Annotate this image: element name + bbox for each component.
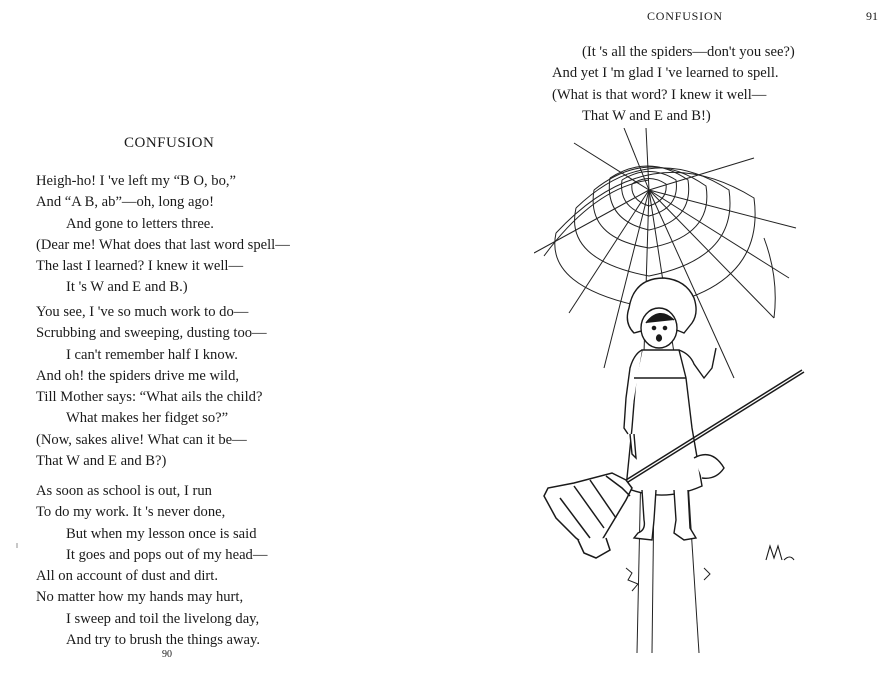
verse-line: I sweep and toil the livelong day, — [66, 610, 260, 627]
verse-line: Scrubbing and sweeping, dusting too— — [36, 325, 267, 342]
verse-line: The last I learned? I knew it well— — [36, 258, 244, 275]
verse-line: To do my work. It 's never done, — [36, 504, 226, 521]
page-number-right: 91 — [866, 9, 878, 23]
verse-line: (Dear me! What does that last word spell— — [36, 236, 290, 253]
verse-line: And “A B, ab”—oh, long ago! — [36, 194, 214, 211]
verse-line: It 's W and E and B.) — [66, 279, 188, 296]
verse-line: And yet I 'm glad I 've learned to spell. — [552, 65, 779, 82]
running-head: CONFUSION — [647, 9, 723, 23]
verse-line: I can't remember half I know. — [66, 346, 238, 363]
stanza-continued — [552, 42, 795, 127]
stanza-3 — [36, 481, 267, 651]
right-page — [444, 0, 889, 678]
verse-line: (It 's all the spiders—don't you see?) — [582, 44, 795, 60]
verse-line: (What is that word? I knew it well— — [552, 86, 767, 103]
illustration-drawing — [534, 128, 844, 658]
verse-line: And try to brush the things away. — [66, 632, 261, 649]
verse-line: Till Mother says: “What ails the child? — [36, 389, 263, 406]
margin-mark — [16, 543, 18, 548]
poem-title: CONFUSION — [124, 135, 215, 151]
verse-line: And oh! the spiders drive me wild, — [36, 367, 240, 384]
verse-line: That W and E and B!) — [582, 107, 711, 124]
left-page — [0, 0, 444, 678]
stanza-1 — [36, 171, 290, 299]
verse-line: That W and E and B?) — [36, 453, 167, 470]
verse-line: All on account of dust and dirt. — [36, 568, 218, 585]
girl-figure — [624, 278, 724, 540]
verse-line: But when my lesson once is said — [66, 525, 257, 542]
artist-signature — [766, 546, 794, 560]
verse-line: And gone to letters three. — [66, 215, 214, 232]
verse-line: No matter how my hands may hurt, — [36, 589, 244, 606]
verse-line: What makes her fidget so?” — [66, 410, 229, 427]
verse-line: You see, I 've so much work to do— — [36, 304, 249, 320]
verse-line: Heigh-ho! I 've left my “B O, bo,” — [36, 173, 236, 189]
stanza-2 — [36, 302, 267, 472]
verse-line: As soon as school is out, I run — [36, 483, 212, 499]
illustration-girl-with-broom — [534, 128, 844, 658]
verse-line: (Now, sakes alive! What can it be— — [36, 431, 247, 448]
page-number-left: 90 — [162, 649, 172, 660]
verse-line: It goes and pops out of my head— — [66, 546, 268, 563]
